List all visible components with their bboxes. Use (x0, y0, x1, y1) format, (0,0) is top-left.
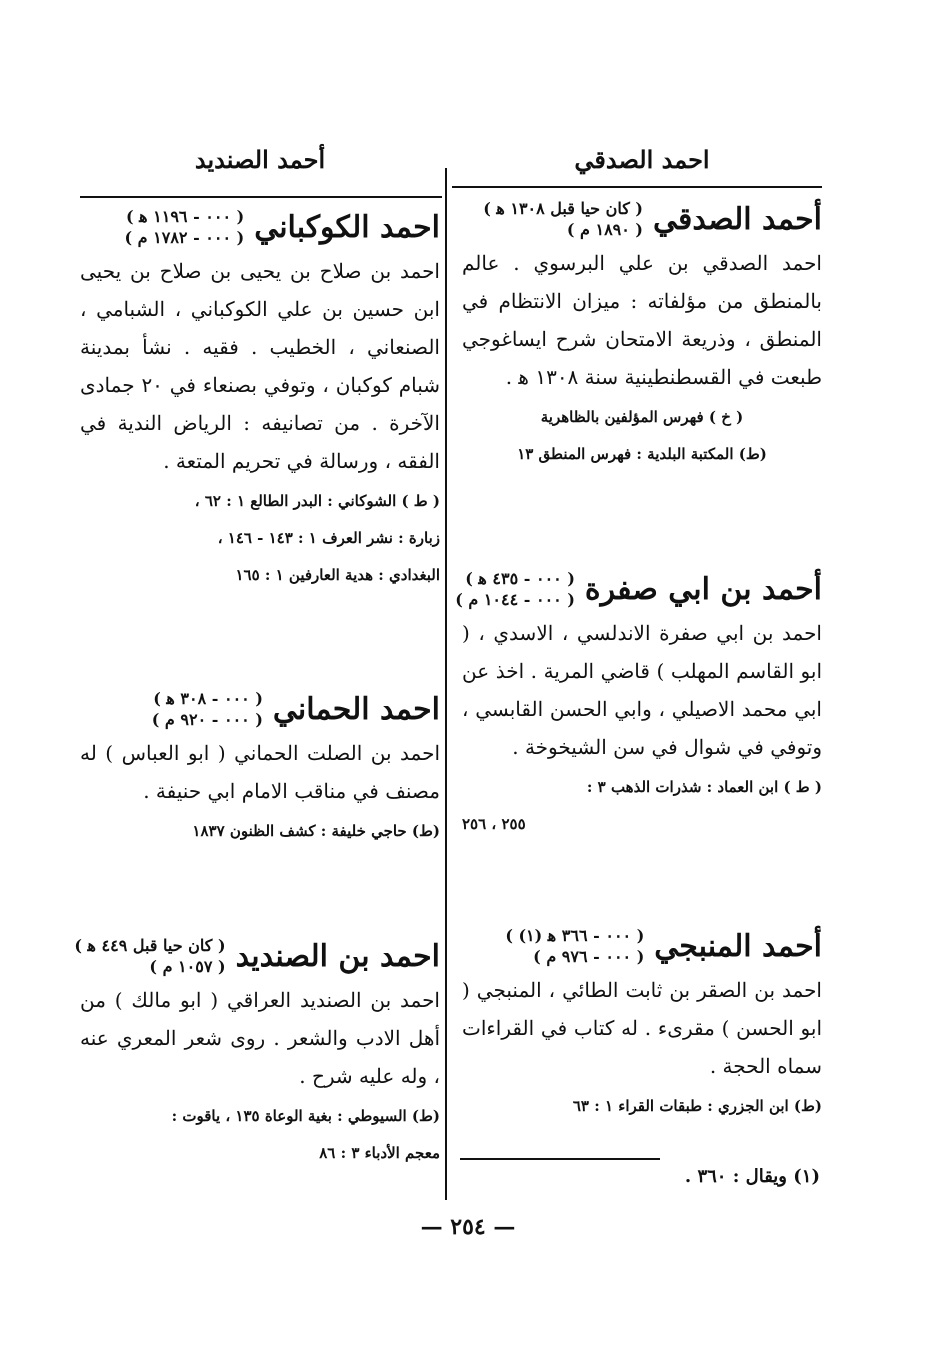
entry-himmani (80, 688, 440, 847)
entry-ref: معجم الأدباء ٣ : ٨٦ (319, 1144, 440, 1162)
running-head-right: احمد الصدقي (574, 145, 710, 174)
entry-name: أحمد الصدقي (653, 201, 822, 237)
entry-name: أحمد المنبجي (654, 928, 822, 964)
header-rule-right (452, 186, 822, 188)
entry-dates: ( ٠٠٠ - ١١٩٦ ﻫ ) ( ٠٠٠ - ١٧٨٢ م ) (124, 207, 245, 247)
entry-ref: (ط) حاجي خليفة : كشف الظنون ١٨٣٧ (192, 822, 440, 840)
entry-dates: ( كان حيا قبل ٤٤٩ ﻫ ) ( ١٠٥٧ م ) (74, 936, 226, 976)
entry-ref: زبارة : نشر العرف ١ : ١٤٣ - ١٤٦ ، (217, 529, 440, 547)
entry-body: احمد بن الصقر بن ثابت الطائي ، المنبجي ( ابو الحسن ) مقرىء . له كتاب في القراءات سماه الحجة . (462, 978, 822, 1078)
entry-kawkabani (80, 206, 440, 591)
entry-ref: ( ط ) ابن العماد : شذرات الذهب ٣ : (586, 778, 822, 796)
column-divider (445, 168, 447, 1200)
entry-name: احمد الكوكباني (254, 209, 440, 245)
entry-name: احمد بن الصنديد (235, 938, 440, 974)
header-rule-left (80, 196, 442, 198)
footnote-rule (460, 1158, 660, 1160)
entry-dates: ( كان حيا قبل ١٣٠٨ ﻫ ) ( ١٨٩٠ م ) (483, 199, 643, 239)
entry-ibn-abi-sufra (455, 568, 822, 840)
entry-ref: (ط) السيوطي : بغية الوعاة ١٣٥ ، ياقوت : (171, 1107, 440, 1125)
entry-ahmad-sidqi (462, 198, 822, 470)
entry-body: احمد بن ابي صفرة الاندلسي ، الاسدي ، ( ابو القاسم المهلب ) قاضي المرية . اخذ عن ابي محمد الاصيلي ، وابي الحسن القابسي ، وتوفي في شوال في سن الشيخوخة . (462, 621, 822, 759)
entry-name: أحمد بن ابي صفرة (584, 571, 822, 607)
running-head-left: أحمد الصنديد (194, 145, 326, 174)
entry-dates: ( ٠٠٠ - ٤٣٥ ﻫ ) ( ٠٠٠ - ١٠٤٤ م ) (455, 569, 575, 609)
right-column (455, 140, 822, 1115)
entry-ref: (ط) ابن الجزري : طبقات القراء ١ : ٦٣ (572, 1097, 822, 1115)
entry-name: احمد الحماني (272, 691, 440, 727)
entry-ref: ( خ ) فهرس المؤلفين بالظاهرية (540, 408, 744, 426)
entry-dates: ( ٠٠٠ - ٣٦٦ ﻫ (١) ) ( ٠٠٠ - ٩٧٦ م ) (505, 926, 645, 966)
entry-ref: ( ط ) الشوكاني : البدر الطالع ١ : ٦٢ ، (194, 492, 440, 510)
entry-manbiji (462, 925, 822, 1122)
entry-sandid (74, 935, 440, 1169)
entry-dates: ( ٠٠٠ - ٣٠٨ ﻫ ) ( ٠٠٠ - ٩٢٠ م ) (151, 689, 263, 729)
footnote: (١) ويقال : ٣٦٠ . (684, 1166, 820, 1187)
entry-body: احمد بن الصلت الحماني ( ابو العباس ) له مصنف في مناقب الامام ابي حنيفة . (80, 741, 440, 803)
entry-body: احمد الصدقي بن علي البرسوي . عالم بالمنطق من مؤلفاته : ميزان الانتظام في المنطق ، وذريعة الامتحان شرح ايساغوجي طبعت في القسطنطينية سنة ١٣٠٨ ﻫ . (462, 251, 822, 389)
entry-body: احمد بن الصنديد العراقي ( ابو مالك ) من أهل الادب والشعر . روى شعر المعري عنه ، وله عليه شرح . (80, 988, 440, 1088)
entry-ref: ٢٥٥ ، ٢٥٦ (462, 815, 526, 833)
left-column (74, 140, 441, 1162)
entry-ref: البغدادي : هدية العارفين ١ : ١٦٥ (235, 566, 440, 584)
entry-ref: (ط) المكتبة البلدية : فهرس المنطق ١٣ (517, 445, 767, 463)
page-number: — ٢٥٤ — (420, 1214, 516, 1240)
entry-body: احمد بن صلاح بن يحيى بن صلاح بن يحيى ابن حسين بن علي الكوكباني ، الشبامي ، الصنعاني ، الخطيب . فقيه . نشأ بمدينة شبام كوكبان ، وتوفي بصنعاء في ٢٠ جمادى الآخرة . من تصانيفه : الرياض الندية في الفقه ، ورسالة في تحريم المتعة . (80, 259, 441, 473)
